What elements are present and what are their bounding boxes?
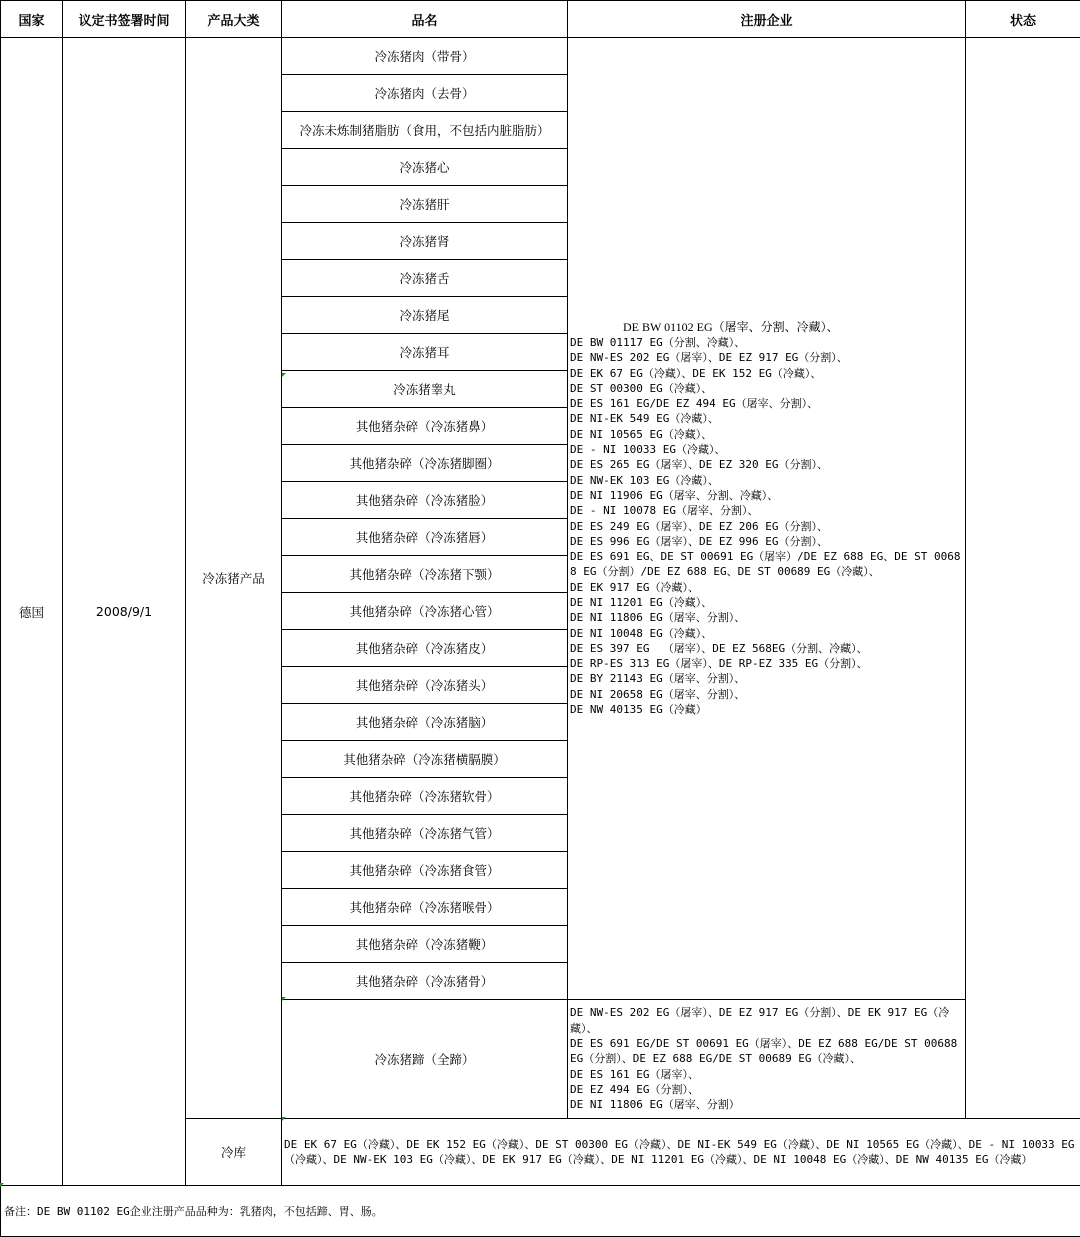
enterprise-entry: DE NW-ES 202 EG（屠宰）、DE EZ 917 EG（分割）、 [570, 351, 848, 364]
product-name-cell: 其他猪杂碎（冷冻猪脚圈） [282, 445, 568, 482]
enterprise-entry: DE NW-ES 202 EG（屠宰）、DE EZ 917 EG（分割）、DE EK 917 EG（冷藏）、 [570, 1006, 949, 1034]
enterprise-entry: DE EZ 494 EG（分割）、 [570, 1083, 699, 1096]
note-row [1, 1186, 1080, 1237]
product-name-cell: 冷冻猪肉（去骨） [282, 75, 568, 112]
enterprise-entry: DE ES 265 EG（屠宰）、DE EZ 320 EG（分割）、 [570, 458, 828, 471]
enterprise-entry: DE EK 917 EG（冷藏）、 [570, 581, 699, 594]
enterprise-entry: DE ST 00300 EG（冷藏）、 [570, 382, 712, 395]
product-name-cell: 其他猪杂碎（冷冻猪鼻） [282, 408, 568, 445]
product-name-cell: 其他猪杂碎（冷冻猪骨） [282, 963, 568, 1000]
status-cell [966, 38, 1080, 1119]
cell-marker-icon [0, 1183, 4, 1187]
sign-date-cell: 2008/9/1 [63, 38, 186, 1186]
product-name-cell: 冷冻猪心 [282, 149, 568, 186]
enterprise-entry: DE RP-ES 313 EG（屠宰）、DE RP-EZ 335 EG（分割）、 [570, 657, 868, 670]
product-name-cell: 冷冻猪肉（带骨） [282, 38, 568, 75]
header-sign-date: 议定书签署时间 [63, 1, 186, 38]
product-name-cell: 其他猪杂碎（冷冻猪头） [282, 667, 568, 704]
header-category: 产品大类 [186, 1, 282, 38]
product-name-cell: 其他猪杂碎（冷冻猪软骨） [282, 778, 568, 815]
enterprise-entry: DE EK 67 EG（冷藏）、DE EK 152 EG（冷藏）、 [570, 367, 821, 380]
header-enterprise: 注册企业 [568, 1, 966, 38]
product-name-cell: 其他猪杂碎（冷冻猪食管） [282, 852, 568, 889]
product-name-cell: 其他猪杂碎（冷冻猪脸） [282, 482, 568, 519]
table-row [1, 38, 1080, 75]
enterprise-entry: DE NI 11906 EG（屠宰、分割、冷藏）、 [570, 489, 778, 502]
product-name-cell: 其他猪杂碎（冷冻猪鞭） [282, 926, 568, 963]
product-name-cell: 冷冻猪肾 [282, 223, 568, 260]
enterprise-entry: DE BY 21143 EG（屠宰、分割）、 [570, 672, 745, 685]
product-name-cell: 冷冻猪尾 [282, 297, 568, 334]
country-cell: 德国 [1, 38, 63, 1186]
header-country: 国家 [1, 1, 63, 38]
enterprise-entry: DE - NI 10033 EG（冷藏）、 [570, 443, 725, 456]
enterprise-entry: DE NI 11806 EG（屠宰、分割） [570, 1098, 740, 1111]
enterprise-main-cell [568, 38, 966, 1000]
cold-storage-category-cell: 冷库 [186, 1119, 282, 1186]
enterprise-entry: DE NW 40135 EG（冷藏） [570, 703, 707, 716]
product-name-cell: 冷冻猪睾丸 [282, 371, 568, 408]
enterprise-entry: DE ES 397 EG （屠宰）、DE EZ 568EG（分割、冷藏）、 [570, 642, 868, 655]
product-name-cell: 其他猪杂碎（冷冻猪心管） [282, 593, 568, 630]
enterprise-entry: DE ES 691 EG/DE ST 00691 EG（屠宰）、DE EZ 688 EG/DE ST 00688 EG（分割）、DE EZ 688 EG/DE ST 00689 EG（冷藏）、 [570, 1037, 964, 1065]
product-name-cell: 冷冻猪耳 [282, 334, 568, 371]
pork-category-cell: 冷冻猪产品 [186, 38, 282, 1119]
product-name-cell: 冷冻猪舌 [282, 260, 568, 297]
cell-marker-icon [282, 997, 286, 1001]
product-name-cell: 冷冻未炼制猪脂肪（食用，不包括内脏脂肪） [282, 112, 568, 149]
enterprise-entry: DE ES 249 EG（屠宰）、DE EZ 206 EG（分割）、 [570, 520, 828, 533]
header-status: 状态 [966, 1, 1080, 38]
enterprise-entry: DE NI 11201 EG（冷藏）、 [570, 596, 712, 609]
enterprise-entry: DE ES 691 EG、DE ST 00691 EG（屠宰）/DE EZ 688 EG、DE ST 00688 EG（分割）/DE EZ 688 EG、DE ST 00689 EG（冷藏）、 [570, 550, 961, 578]
product-name-cell: 其他猪杂碎（冷冻猪下颚） [282, 556, 568, 593]
enterprise-first-entry: DE BW 01102 EG（屠宰、分割、冷藏）、 [623, 320, 839, 334]
enterprise-entry: DE ES 161 EG（屠宰）、 [570, 1068, 699, 1081]
enterprise-entry: DE NI 10048 EG（冷藏）、 [570, 627, 712, 640]
product-name-cell: 其他猪杂碎（冷冻猪横膈膜） [282, 741, 568, 778]
enterprise-entry: DE NI 11806 EG（屠宰、分割）、 [570, 611, 745, 624]
enterprise-entry: DE ES 996 EG（屠宰）、DE EZ 996 EG（分割）、 [570, 535, 828, 548]
enterprise-entry: DE NI 20658 EG（屠宰、分割）、 [570, 688, 745, 701]
product-name-cell: 其他猪杂碎（冷冻猪唇） [282, 519, 568, 556]
enterprise-entry: DE NW-EK 103 EG（冷藏）、 [570, 474, 719, 487]
enterprise-entry: DE ES 161 EG/DE EZ 494 EG（屠宰、分割）、 [570, 397, 818, 410]
product-name-cell: 其他猪杂碎（冷冻猪喉骨） [282, 889, 568, 926]
cell-marker-icon [282, 1117, 286, 1121]
enterprise-entry: DE - NI 10078 EG（屠宰、分割）、 [570, 504, 758, 517]
header-row [1, 1, 1080, 38]
trotter-enterprise-cell [568, 1000, 966, 1119]
header-product-name: 品名 [282, 1, 568, 38]
product-name-cell: 其他猪杂碎（冷冻猪皮） [282, 630, 568, 667]
product-name-cell: 冷冻猪蹄（全蹄） [282, 1000, 568, 1119]
enterprise-entry: DE NI 10565 EG（冷藏）、 [570, 428, 712, 441]
note-cell: 备注：DE BW 01102 EG企业注册产品品种为：乳猪肉，不包括蹄、胃、肠。 [1, 1186, 1080, 1237]
product-name-cell: 其他猪杂碎（冷冻猪脑） [282, 704, 568, 741]
product-name-cell: 其他猪杂碎（冷冻猪气管） [282, 815, 568, 852]
enterprise-entry: DE BW 01117 EG（分割、冷藏）、 [570, 336, 745, 349]
cell-marker-icon [282, 373, 286, 377]
enterprise-entry: DE NI-EK 549 EG（冷藏）、 [570, 412, 719, 425]
cold-storage-enterprise-cell: DE EK 67 EG（冷藏）、DE EK 152 EG（冷藏）、DE ST 00300 EG（冷藏）、DE NI-EK 549 EG（冷藏）、DE NI 10565 EG（冷藏）、DE - NI 10033 EG（冷藏）、DE NW-EK 103 EG（冷藏）、DE EK 917 EG（冷藏）、DE NI 11201 EG（冷藏）、DE NI 10048 EG（冷藏）、DE NW 40135 EG（冷藏） [282, 1119, 1080, 1186]
product-name-cell: 冷冻猪肝 [282, 186, 568, 223]
